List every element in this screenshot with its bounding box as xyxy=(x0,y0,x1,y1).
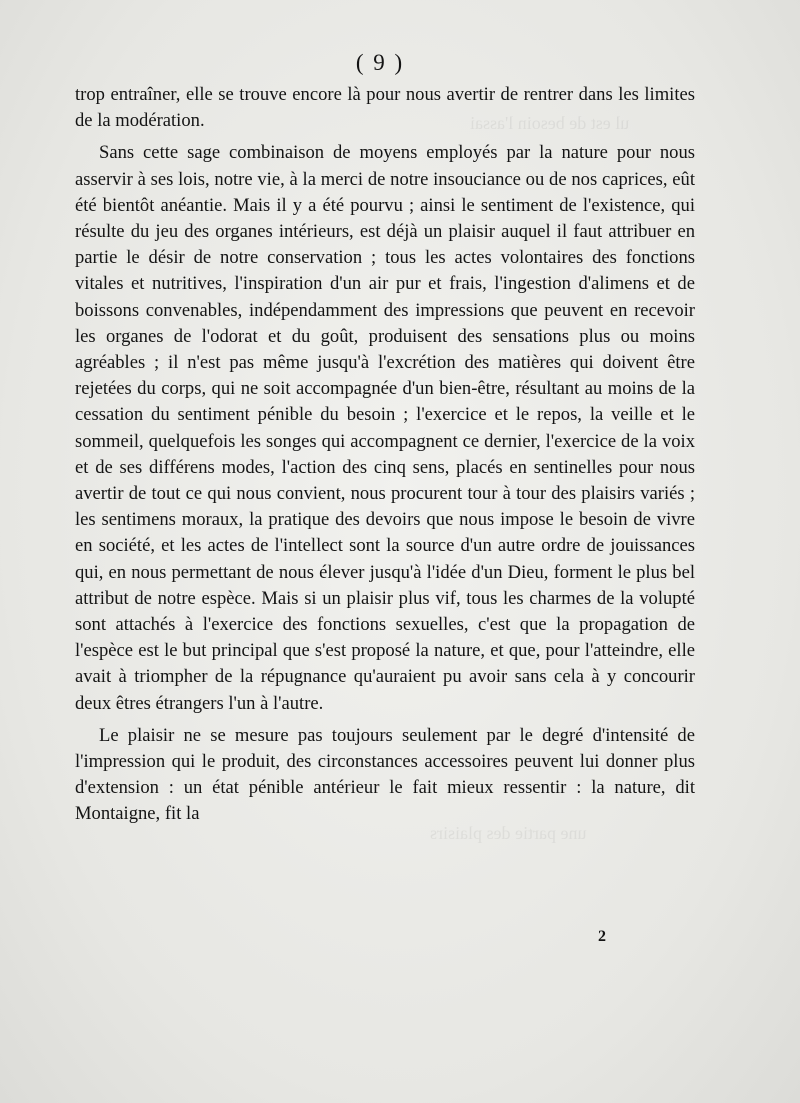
paragraph-1: trop entraîner, elle se trouve encore là pour nous avertir de rentrer dans les limites de la modération. xyxy=(75,84,695,132)
body-text xyxy=(75,82,695,828)
paragraph-3: Le plaisir ne se mesure pas toujours seulement par le degré d'intensité de l'impression qui le produit, des circonstances accessoires peuvent lui donner plus d'extension : un état pénible antérieur le fait mieux ressentir : la nature, dit Montaigne, fit la xyxy=(75,724,695,825)
paragraph-2: Sans cette sage combinaison de moyens employés par la nature pour nous asservir à ses lois, notre vie, à la merci de notre insouciance ou de nos caprices, eût été bientôt anéantie. Mais il y a été pourvu ; ainsi le sentiment de l'existence, qui résulte du jeu des organes intérieurs, est déjà un plaisir auquel il faut attribuer en partie le désir de notre conservation ; tous les actes volontaires des fonctions vitales et nutritives, l'inspiration d'un air pur et frais, l'ingestion d'alimens et de boissons convenables, indépendamment des impressions que peuvent en recevoir les organes de l'odorat et du goût, produisent des sensations plus ou moins agréables ; il n'est pas même jusqu'à l'excrétion des matières qui doivent être rejetées du corps, qui ne soit accompagnée d'un bien-être, résultant au moins de la cessation du sentiment pénible du besoin ; l'exercice et le repos, la veille et le sommeil, quelquefois les songes qui accompagnent ce dernier, l'exercice de la voix et de ses différens modes, l'action des cinq sens, placés en sentinelles pour nous avertir de tout ce qui nous convient, nous procurent tour à tour des plaisirs variés ; les sentimens moraux, la pratique des devoirs que nous impose le besoin de vivre en société, et les actes de l'intellect sont la source d'un autre ordre de jouissances qui, en nous permettant de nous élever jusqu'à l'idée d'un Dieu, forment le plus bel attribut de notre espèce. Mais si un plaisir plus vif, tous les charmes de la volupté sont attachés à l'exercice des fonctions sexuelles, c'est que la propagation de l'espèce est le but principal que s'est proposé la nature, et que, pour l'atteindre, elle avait à triompher de la répugnance qu'auraient pu avoir sans cela à y concourir deux êtres étrangers l'un à l'autre. xyxy=(75,142,695,714)
signature-mark: 2 xyxy=(598,928,606,945)
page-number: ( 9 ) xyxy=(355,50,405,75)
bleed-through-text: ul est de besoin l'assai xyxy=(470,113,630,133)
bleed-through-text: une partie des plaisirs xyxy=(430,823,587,843)
